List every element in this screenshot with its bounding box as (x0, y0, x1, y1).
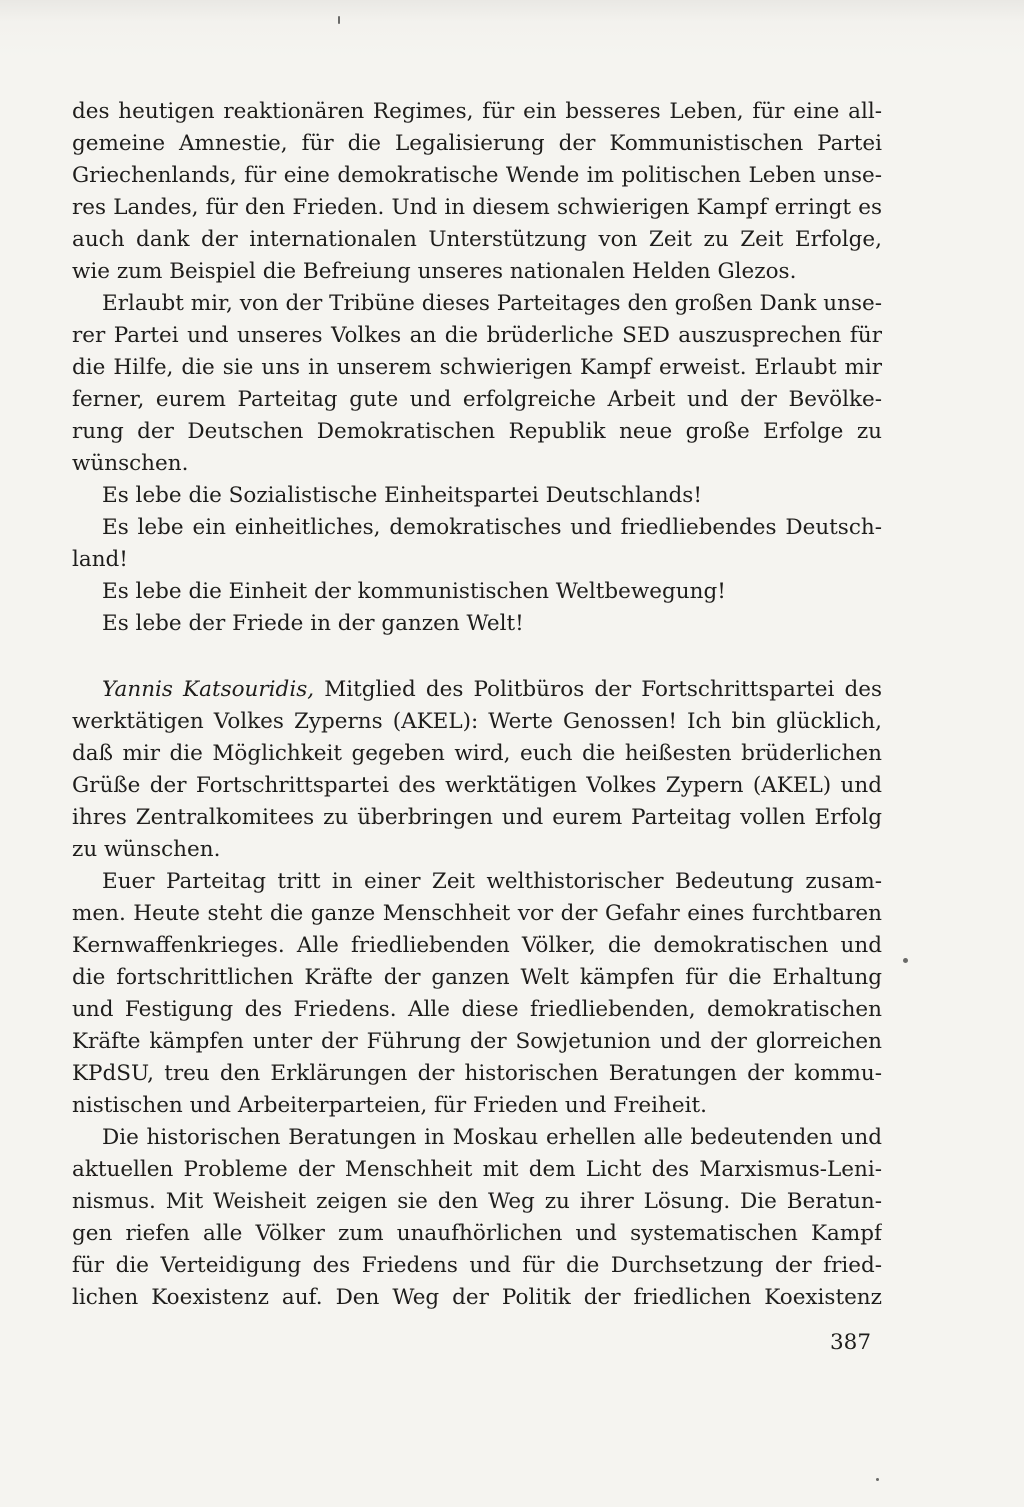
slogan-line: Es lebe ein einheitliches, demokratisches und friedliebendes Deutsch- (102, 515, 882, 540)
speaker-line (72, 674, 882, 706)
text-line: Euer Parteitag tritt in einer Zeit welthistorischer Bedeutung zusam- (102, 869, 882, 894)
text-line: ihres Zentralkomitees zu überbringen und eurem Parteitag vollen Erfolg (72, 805, 882, 830)
text-line: zu wünschen. (72, 837, 221, 862)
text-line: men. Heute steht die ganze Menschheit vor der Gefahr eines furchtbaren (72, 901, 882, 926)
text-line: gen riefen alle Völker zum unaufhörlichen und systematischen Kampf (72, 1221, 882, 1246)
paragraph-continuation (72, 96, 882, 288)
text-line: Grüße der Fortschrittspartei des werktätigen Volkes Zypern (AKEL) und (72, 773, 882, 798)
text-line: daß mir die Möglichkeit gegeben wird, euch die heißesten brüderlichen (72, 741, 882, 766)
paper-speck (903, 958, 908, 963)
slogan-line: land! (72, 547, 128, 572)
text-line: ferner, eurem Parteitag gute und erfolgreiche Arbeit und der Bevölke- (72, 387, 882, 412)
text-line: nismus. Mit Weisheit zeigen sie den Weg zu ihrer Lösung. Die Beratun- (72, 1189, 882, 1214)
paragraph-thanks (72, 288, 882, 480)
text-line: wie zum Beispiel die Befreiung unseres nationalen Helden Glezos. (72, 259, 797, 284)
body-text (72, 96, 882, 1314)
text-line: KPdSU, treu den Erklärungen der historischen Beratungen der kommu- (72, 1061, 882, 1086)
text-line: die fortschrittlichen Kräfte der ganzen Welt kämpfen für die Erhaltung (72, 965, 882, 990)
text-line: auch dank der internationalen Unterstützung von Zeit zu Zeit Erfolge, (72, 227, 882, 252)
text-line: Kernwaffenkrieges. Alle friedliebenden Völker, die demokratischen und (72, 933, 882, 958)
slogan-line: Es lebe die Sozialistische Einheitspartei Deutschlands! (102, 483, 702, 508)
speaker-role: Mitglied des Politbüros der Fortschrittspartei des (314, 677, 882, 702)
paragraph-moscow (72, 1122, 882, 1314)
text-line: Erlaubt mir, von der Tribüne dieses Parteitages den großen Dank unse- (102, 291, 882, 316)
text-line: wünschen. (72, 451, 189, 476)
text-line: aktuellen Probleme der Menschheit mit dem Licht des Marxismus-Leni- (72, 1157, 882, 1182)
text-line: werktätigen Volkes Zyperns (AKEL): Werte Genossen! Ich bin glücklich, (72, 709, 882, 734)
paragraph-speaker (72, 674, 882, 866)
section-gap (72, 640, 882, 674)
text-line: die Hilfe, die sie uns in unserem schwierigen Kampf erweist. Erlaubt mir (72, 355, 882, 380)
text-line: Griechenlands, für eine demokratische Wende im politischen Leben unse- (72, 163, 882, 188)
text-line: für die Verteidigung des Friedens und für die Durchsetzung der fried- (72, 1253, 882, 1278)
text-line: rung der Deutschen Demokratischen Republik neue große Erfolge zu (72, 419, 882, 444)
slogan-line: Es lebe die Einheit der kommunistischen Weltbewegung! (102, 579, 726, 604)
text-line: des heutigen reaktionären Regimes, für ein besseres Leben, für eine all- (72, 99, 882, 124)
page-number: 387 (830, 1330, 872, 1355)
text-line: lichen Koexistenz auf. Den Weg der Politik der friedlichen Koexistenz (72, 1285, 882, 1310)
text-line: gemeine Amnestie, für die Legalisierung der Kommunistischen Partei (72, 131, 882, 156)
text-line: und Festigung des Friedens. Alle diese friedliebenden, demokratischen (72, 997, 882, 1022)
text-line: Die historischen Beratungen in Moskau erhellen alle bedeutenden und (102, 1125, 882, 1150)
paper-speck (338, 16, 340, 24)
paragraph-era (72, 866, 882, 1122)
text-line: res Landes, für den Frieden. Und in diesem schwierigen Kampf erringt es (72, 195, 882, 220)
slogan-line: Es lebe der Friede in der ganzen Welt! (102, 611, 524, 636)
speaker-name: Yannis Katsouridis, (102, 677, 315, 702)
text-line: Kräfte kämpfen unter der Führung der Sowjetunion und der glorreichen (72, 1029, 882, 1054)
slogans (72, 480, 882, 640)
text-line: nistischen und Arbeiterparteien, für Frieden und Freiheit. (72, 1093, 707, 1118)
text-line: rer Partei und unseres Volkes an die brüderliche SED auszusprechen für (72, 323, 882, 348)
paper-speck (876, 1478, 879, 1481)
